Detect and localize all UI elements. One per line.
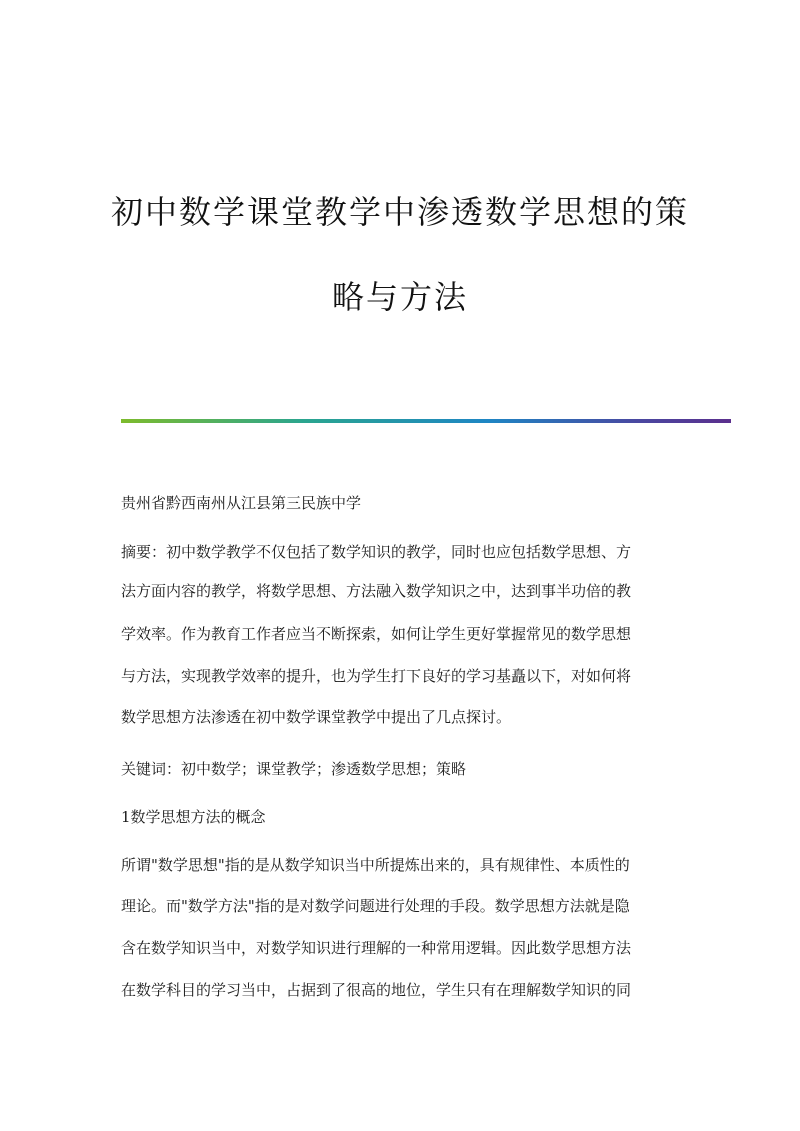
section-1-heading: 1数学思想方法的概念 (121, 808, 266, 826)
section-1-line: 所谓"数学思想"指的是从数学知识当中所提炼出来的，具有规律性、本质性的 (121, 856, 630, 874)
abstract-line: 数学思想方法渗透在初中数学课堂教学中提出了几点探讨。 (121, 708, 512, 726)
section-1-line: 含在数学知识当中，对数学知识进行理解的一种常用逻辑。因此数学思想方法 (121, 939, 632, 957)
document-title-line-2: 略与方法 (331, 278, 468, 316)
section-1-line: 在数学科目的学习当中，占据到了很高的地位，学生只有在理解数学知识的同 (121, 981, 632, 999)
affiliation: 贵州省黔西南州从江县第三民族中学 (121, 494, 362, 512)
abstract-line: 法方面内容的教学，将数学思想、方法融入数学知识之中，达到事半功倍的教 (121, 582, 632, 600)
document-title-line-1: 初中数学课堂教学中渗透数学思想的策 (110, 193, 689, 231)
keywords: 关键词：初中数学；课堂教学；渗透数学思想；策略 (121, 760, 467, 778)
title-divider (121, 419, 731, 423)
abstract-line: 与方法，实现教学效率的提升，也为学生打下良好的学习基矗以下，对如何将 (121, 667, 632, 685)
abstract-line: 学效率。作为教育工作者应当不断探索，如何让学生更好掌握常见的数学思想 (121, 625, 632, 643)
abstract-line: 摘要：初中数学教学不仅包括了数学知识的教学，同时也应包括数学思想、方 (121, 543, 632, 561)
section-1-line: 理论。而"数学方法"指的是对数学问题进行处理的手段。数学思想方法就是隐 (121, 897, 630, 915)
